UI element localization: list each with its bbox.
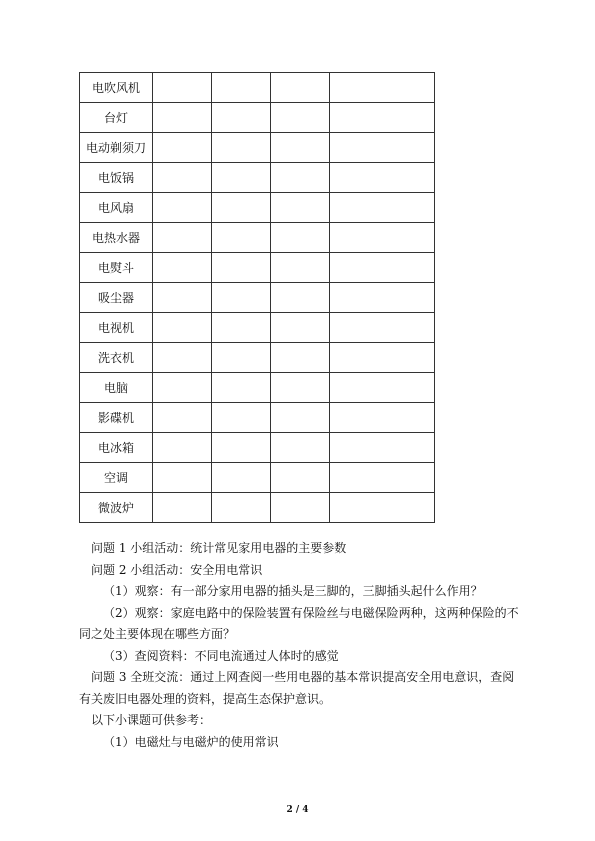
empty-cell bbox=[271, 73, 330, 103]
empty-cell bbox=[212, 253, 271, 283]
empty-cell bbox=[212, 343, 271, 373]
empty-cell bbox=[212, 103, 271, 133]
appliance-name-cell: 电饭锅 bbox=[80, 163, 153, 193]
empty-cell bbox=[271, 193, 330, 223]
table-row bbox=[80, 403, 435, 433]
table-row bbox=[80, 133, 435, 163]
table-row bbox=[80, 193, 435, 223]
observation-1: （1）观察：有一部分家用电器的插头是三脚的，三脚插头起什么作用？ bbox=[103, 584, 483, 598]
empty-cell bbox=[212, 133, 271, 163]
table-row bbox=[80, 463, 435, 493]
observation-3: （3）查阅资料：不同电流通过人体时的感觉 bbox=[103, 648, 339, 663]
appliance-name-cell: 电视机 bbox=[80, 313, 153, 343]
appliance-name-cell: 电熨斗 bbox=[80, 253, 153, 283]
empty-cell bbox=[271, 283, 330, 313]
empty-cell bbox=[153, 343, 212, 373]
table-row bbox=[80, 283, 435, 313]
empty-cell bbox=[271, 163, 330, 193]
empty-cell bbox=[330, 463, 435, 493]
empty-cell bbox=[153, 403, 212, 433]
topic-1: （1）电磁灶与电磁炉的使用常识 bbox=[103, 734, 279, 749]
empty-cell bbox=[212, 403, 271, 433]
empty-cell bbox=[153, 463, 212, 493]
empty-cell bbox=[212, 373, 271, 403]
empty-cell bbox=[153, 73, 212, 103]
empty-cell bbox=[330, 343, 435, 373]
empty-cell bbox=[330, 133, 435, 163]
empty-cell bbox=[330, 73, 435, 103]
table-row bbox=[80, 313, 435, 343]
empty-cell bbox=[153, 193, 212, 223]
empty-cell bbox=[153, 313, 212, 343]
appliance-name-cell: 电热水器 bbox=[80, 223, 153, 253]
appliance-name-cell: 微波炉 bbox=[80, 493, 153, 523]
appliance-name-cell: 电冰箱 bbox=[80, 433, 153, 463]
appliance-name-cell: 电动剃须刀 bbox=[80, 133, 153, 163]
question-3: 问题 3 全班交流：通过上网查阅一些用电器的基本常识提高安全用电意识，查阅有关废旧电器处理的资料，提高生态保护意识。 bbox=[79, 670, 515, 706]
empty-cell bbox=[271, 223, 330, 253]
empty-cell bbox=[212, 73, 271, 103]
appliance-name-cell: 洗衣机 bbox=[80, 343, 153, 373]
empty-cell bbox=[212, 193, 271, 223]
empty-cell bbox=[153, 223, 212, 253]
appliance-name-cell: 台灯 bbox=[80, 103, 153, 133]
table-row bbox=[80, 163, 435, 193]
empty-cell bbox=[153, 103, 212, 133]
empty-cell bbox=[330, 433, 435, 463]
empty-cell bbox=[271, 253, 330, 283]
empty-cell bbox=[212, 463, 271, 493]
empty-cell bbox=[153, 253, 212, 283]
empty-cell bbox=[212, 223, 271, 253]
empty-cell bbox=[271, 493, 330, 523]
empty-cell bbox=[330, 223, 435, 253]
empty-cell bbox=[212, 283, 271, 313]
question-2: 问题 2 小组活动：安全用电常识 bbox=[91, 562, 263, 577]
appliance-name-cell: 空调 bbox=[80, 463, 153, 493]
appliance-name-cell: 电吹风机 bbox=[80, 73, 153, 103]
empty-cell bbox=[153, 283, 212, 313]
empty-cell bbox=[271, 133, 330, 163]
empty-cell bbox=[330, 313, 435, 343]
empty-cell bbox=[330, 403, 435, 433]
empty-cell bbox=[153, 163, 212, 193]
empty-cell bbox=[271, 463, 330, 493]
empty-cell bbox=[212, 433, 271, 463]
appliance-table-body bbox=[80, 73, 435, 523]
empty-cell bbox=[271, 313, 330, 343]
empty-cell bbox=[212, 493, 271, 523]
reference-note: 以下小课题可供参考： bbox=[91, 713, 212, 727]
empty-cell bbox=[330, 193, 435, 223]
appliance-name-cell: 影碟机 bbox=[80, 403, 153, 433]
empty-cell bbox=[271, 103, 330, 133]
table-row bbox=[80, 73, 435, 103]
table-row bbox=[80, 103, 435, 133]
empty-cell bbox=[271, 343, 330, 373]
page-number: 2 / 4 bbox=[286, 805, 309, 815]
empty-cell bbox=[212, 313, 271, 343]
empty-cell bbox=[330, 493, 435, 523]
empty-cell bbox=[153, 133, 212, 163]
empty-cell bbox=[271, 403, 330, 433]
empty-cell bbox=[212, 163, 271, 193]
table-row bbox=[80, 373, 435, 403]
empty-cell bbox=[330, 373, 435, 403]
table-row bbox=[80, 433, 435, 463]
empty-cell bbox=[330, 163, 435, 193]
empty-cell bbox=[153, 373, 212, 403]
empty-cell bbox=[330, 103, 435, 133]
table-row bbox=[80, 223, 435, 253]
appliance-table bbox=[79, 72, 435, 523]
appliance-name-cell: 电风扇 bbox=[80, 193, 153, 223]
body-text bbox=[79, 538, 519, 753]
empty-cell bbox=[153, 493, 212, 523]
empty-cell bbox=[153, 433, 212, 463]
empty-cell bbox=[271, 433, 330, 463]
table-row bbox=[80, 343, 435, 373]
question-1: 问题 1 小组活动：统计常见家用电器的主要参数 bbox=[91, 541, 347, 555]
empty-cell bbox=[330, 253, 435, 283]
table-row bbox=[80, 493, 435, 523]
observation-2: （2）观察：家庭电路中的保险装置有保险丝与电磁保险两种，这两种保险的不同之处主要体现在哪些方面？ bbox=[79, 605, 519, 641]
appliance-name-cell: 吸尘器 bbox=[80, 283, 153, 313]
empty-cell bbox=[330, 283, 435, 313]
empty-cell bbox=[271, 373, 330, 403]
appliance-name-cell: 电脑 bbox=[80, 373, 153, 403]
table-row bbox=[80, 253, 435, 283]
